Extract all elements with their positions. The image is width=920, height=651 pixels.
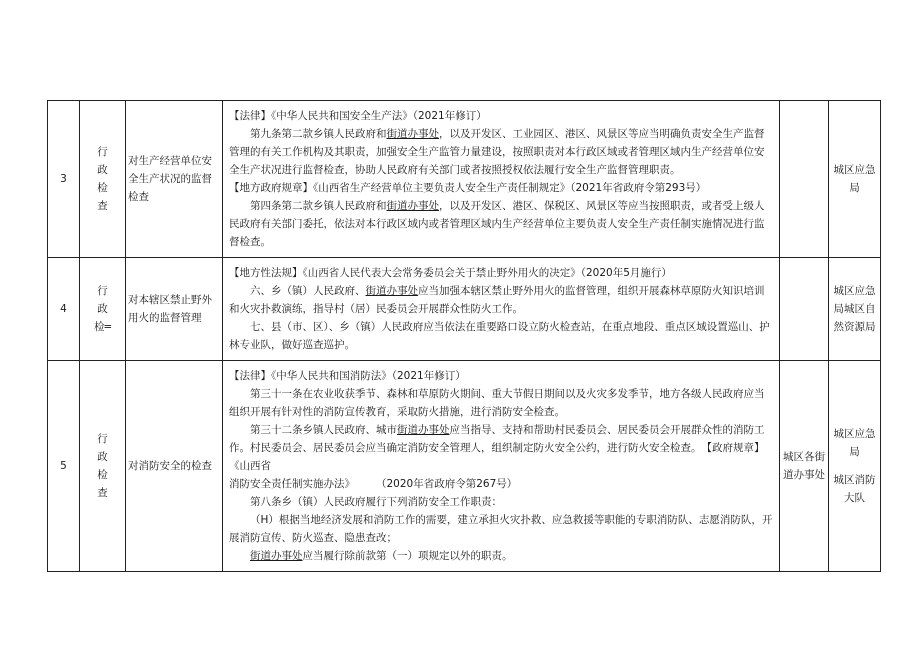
row-number: 5 xyxy=(48,361,80,572)
table-row xyxy=(48,361,881,572)
legal-basis-cell: 【地方性法规】《山西省人民代表大会常务委员会关于禁止野外用火的决定》（2020年5月施行） 六、乡（镇）人民政府、街道办事处应当加强本辖区禁止野外用火的监督管理，组织开展森林草原防火知识培训和火灾扑救演练，指导村（居）民委员会开展群众性防火工作。 七、县（市、区）、乡（镇）人民政府应当依法在重要路口设立防火检查站，在重点地段、重点区域设置巡山、护林专业队，做好巡查巡护。 xyxy=(223,258,780,361)
row-number: 4 xyxy=(48,258,80,361)
duty-table xyxy=(47,100,881,572)
table-row xyxy=(48,101,881,258)
department-cell: 城区应急 局 xyxy=(829,101,881,258)
department-cell: 城区应急 局城区自 然资源局 xyxy=(829,258,881,361)
responsible-cell: 城区各街道办事处 xyxy=(780,361,829,572)
responsible-cell xyxy=(780,258,829,361)
item-cell: 对生产经营单位安全生产状况的监督检查 xyxy=(126,101,223,258)
table-row xyxy=(48,258,881,361)
item-cell: 对消防安全的检查 xyxy=(126,361,223,572)
department-cell: 城区应急 局 城区消防 大队 xyxy=(829,361,881,572)
row-number: 3 xyxy=(48,101,80,258)
legal-basis-cell: 【法律】《中华人民共和国安全生产法》（2021年修订） 第九条第二款乡镇人民政府和街道办事处，以及开发区、工业园区、港区、风景区等应当明确负责安全生产监督管理的有关工作机构及其职责，加强安全生产监管力量建设，按照职责对本行政区域或者管理区域内生产经营单位安全生产状况进行监督检查，协助人民政府有关部门或者按照授权依法履行安全生产监督管理职责。 【地方政府规章】《山西省生产经营单位主要负责人安全生产责任制规定》（2021年省政府令第293号） 第四条第二款乡镇人民政府和街道办事处，以及开发区、港区、保税区、风景区等应当按照职责，或者受上级人民政府有关部门委托，依法对本行政区域内或者管理区域内生产经营单位主要负责人安全生产责任制实施情况进行监督检查。 xyxy=(223,101,780,258)
item-cell: 对本辖区禁止野外用火的监督管理 xyxy=(126,258,223,361)
category-cell: 行 政 检 查 xyxy=(80,101,126,258)
category-cell: 行 政 检═ xyxy=(80,258,126,361)
category-cell: 行 政 检 查 xyxy=(80,361,126,572)
legal-basis-cell: 【法律】《中华人民共和国消防法》（2021年修订） 第三十一条在农业收获季节、森林和草原防火期间、重大节假日期间以及火灾多发季节，地方各级人民政府应当组织开展有针对性的消防宣传教育，采取防火措施，进行消防安全检查。 第三十二条乡镇人民政府、城市街道办事处应当指导、支持和帮助村民委员会、居民委员会开展群众性的消防工作。村民委员会、居民委员会应当确定消防安全管理人，组织制定防火安全公约，进行防火安全检查。 【政府规章】《山西省 消防安全责任制实施办法》 （2020年省政府令第267号） 第八条乡（镇）人民政府履行下列消防安全工作职责： （H）根据当地经济发展和消防工作的需要，建立承担火灾扑救、应急救援等职能的专职消防队、志愿消防队，开展消防宣传、防火巡查、隐患查改； 街道办事处应当履行除前款第（一）项规定以外的职责。 xyxy=(223,361,780,572)
responsible-cell xyxy=(780,101,829,258)
